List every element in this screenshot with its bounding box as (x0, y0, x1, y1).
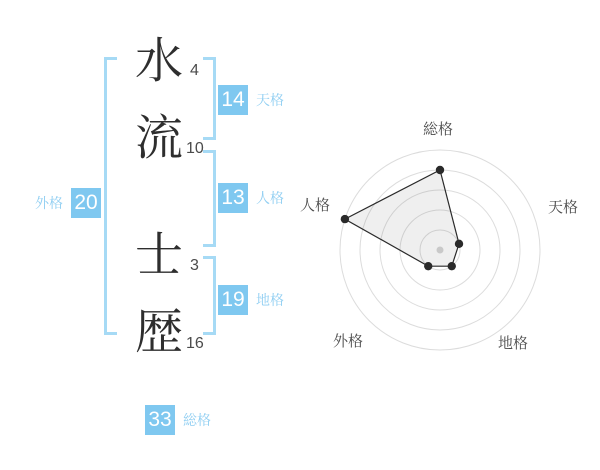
tenkaku-label: 天格 (256, 92, 284, 108)
chikaku-result (218, 285, 284, 315)
kanji-char-3: 士 (134, 227, 183, 283)
stroke-count-2: 10 (186, 140, 204, 157)
radar-axis-chikaku: 地格 (498, 334, 529, 352)
gaikaku-label: 外格 (35, 195, 63, 211)
kanji-char-4: 歴 (134, 304, 183, 360)
tenkaku-bracket (203, 57, 216, 140)
kanji-char-2: 流 (134, 110, 183, 166)
chikaku-bracket (203, 256, 216, 335)
chikaku-label: 地格 (256, 292, 284, 308)
soukaku-result (145, 405, 211, 435)
radar-chart-svg (290, 100, 590, 400)
tenkaku-result (218, 85, 284, 115)
stroke-count-4: 16 (186, 335, 204, 352)
jinkaku-label: 人格 (256, 190, 284, 206)
gaikaku-value-badge: 20 (71, 188, 101, 218)
stroke-count-3: 3 (190, 257, 199, 274)
jinkaku-value-badge: 13 (218, 183, 248, 213)
stroke-count-1: 4 (190, 62, 199, 79)
soukaku-label: 総格 (183, 412, 211, 428)
tenkaku-value-badge: 14 (218, 85, 248, 115)
radar-axis-gaikaku: 外格 (333, 332, 364, 350)
jinkaku-result (218, 183, 284, 213)
radar-axis-tenkaku: 天格 (548, 198, 579, 216)
jinkaku-bracket (203, 150, 216, 247)
radar-axis-soukaku: 総格 (423, 120, 454, 138)
kanji-char-1: 水 (134, 33, 183, 89)
surname-given-bracket (104, 57, 117, 335)
gaikaku-result (35, 188, 101, 218)
fortune-radar-chart (290, 100, 590, 400)
soukaku-value-badge: 33 (145, 405, 175, 435)
chikaku-value-badge: 19 (218, 285, 248, 315)
radar-axis-jinkaku: 人格 (300, 196, 331, 214)
